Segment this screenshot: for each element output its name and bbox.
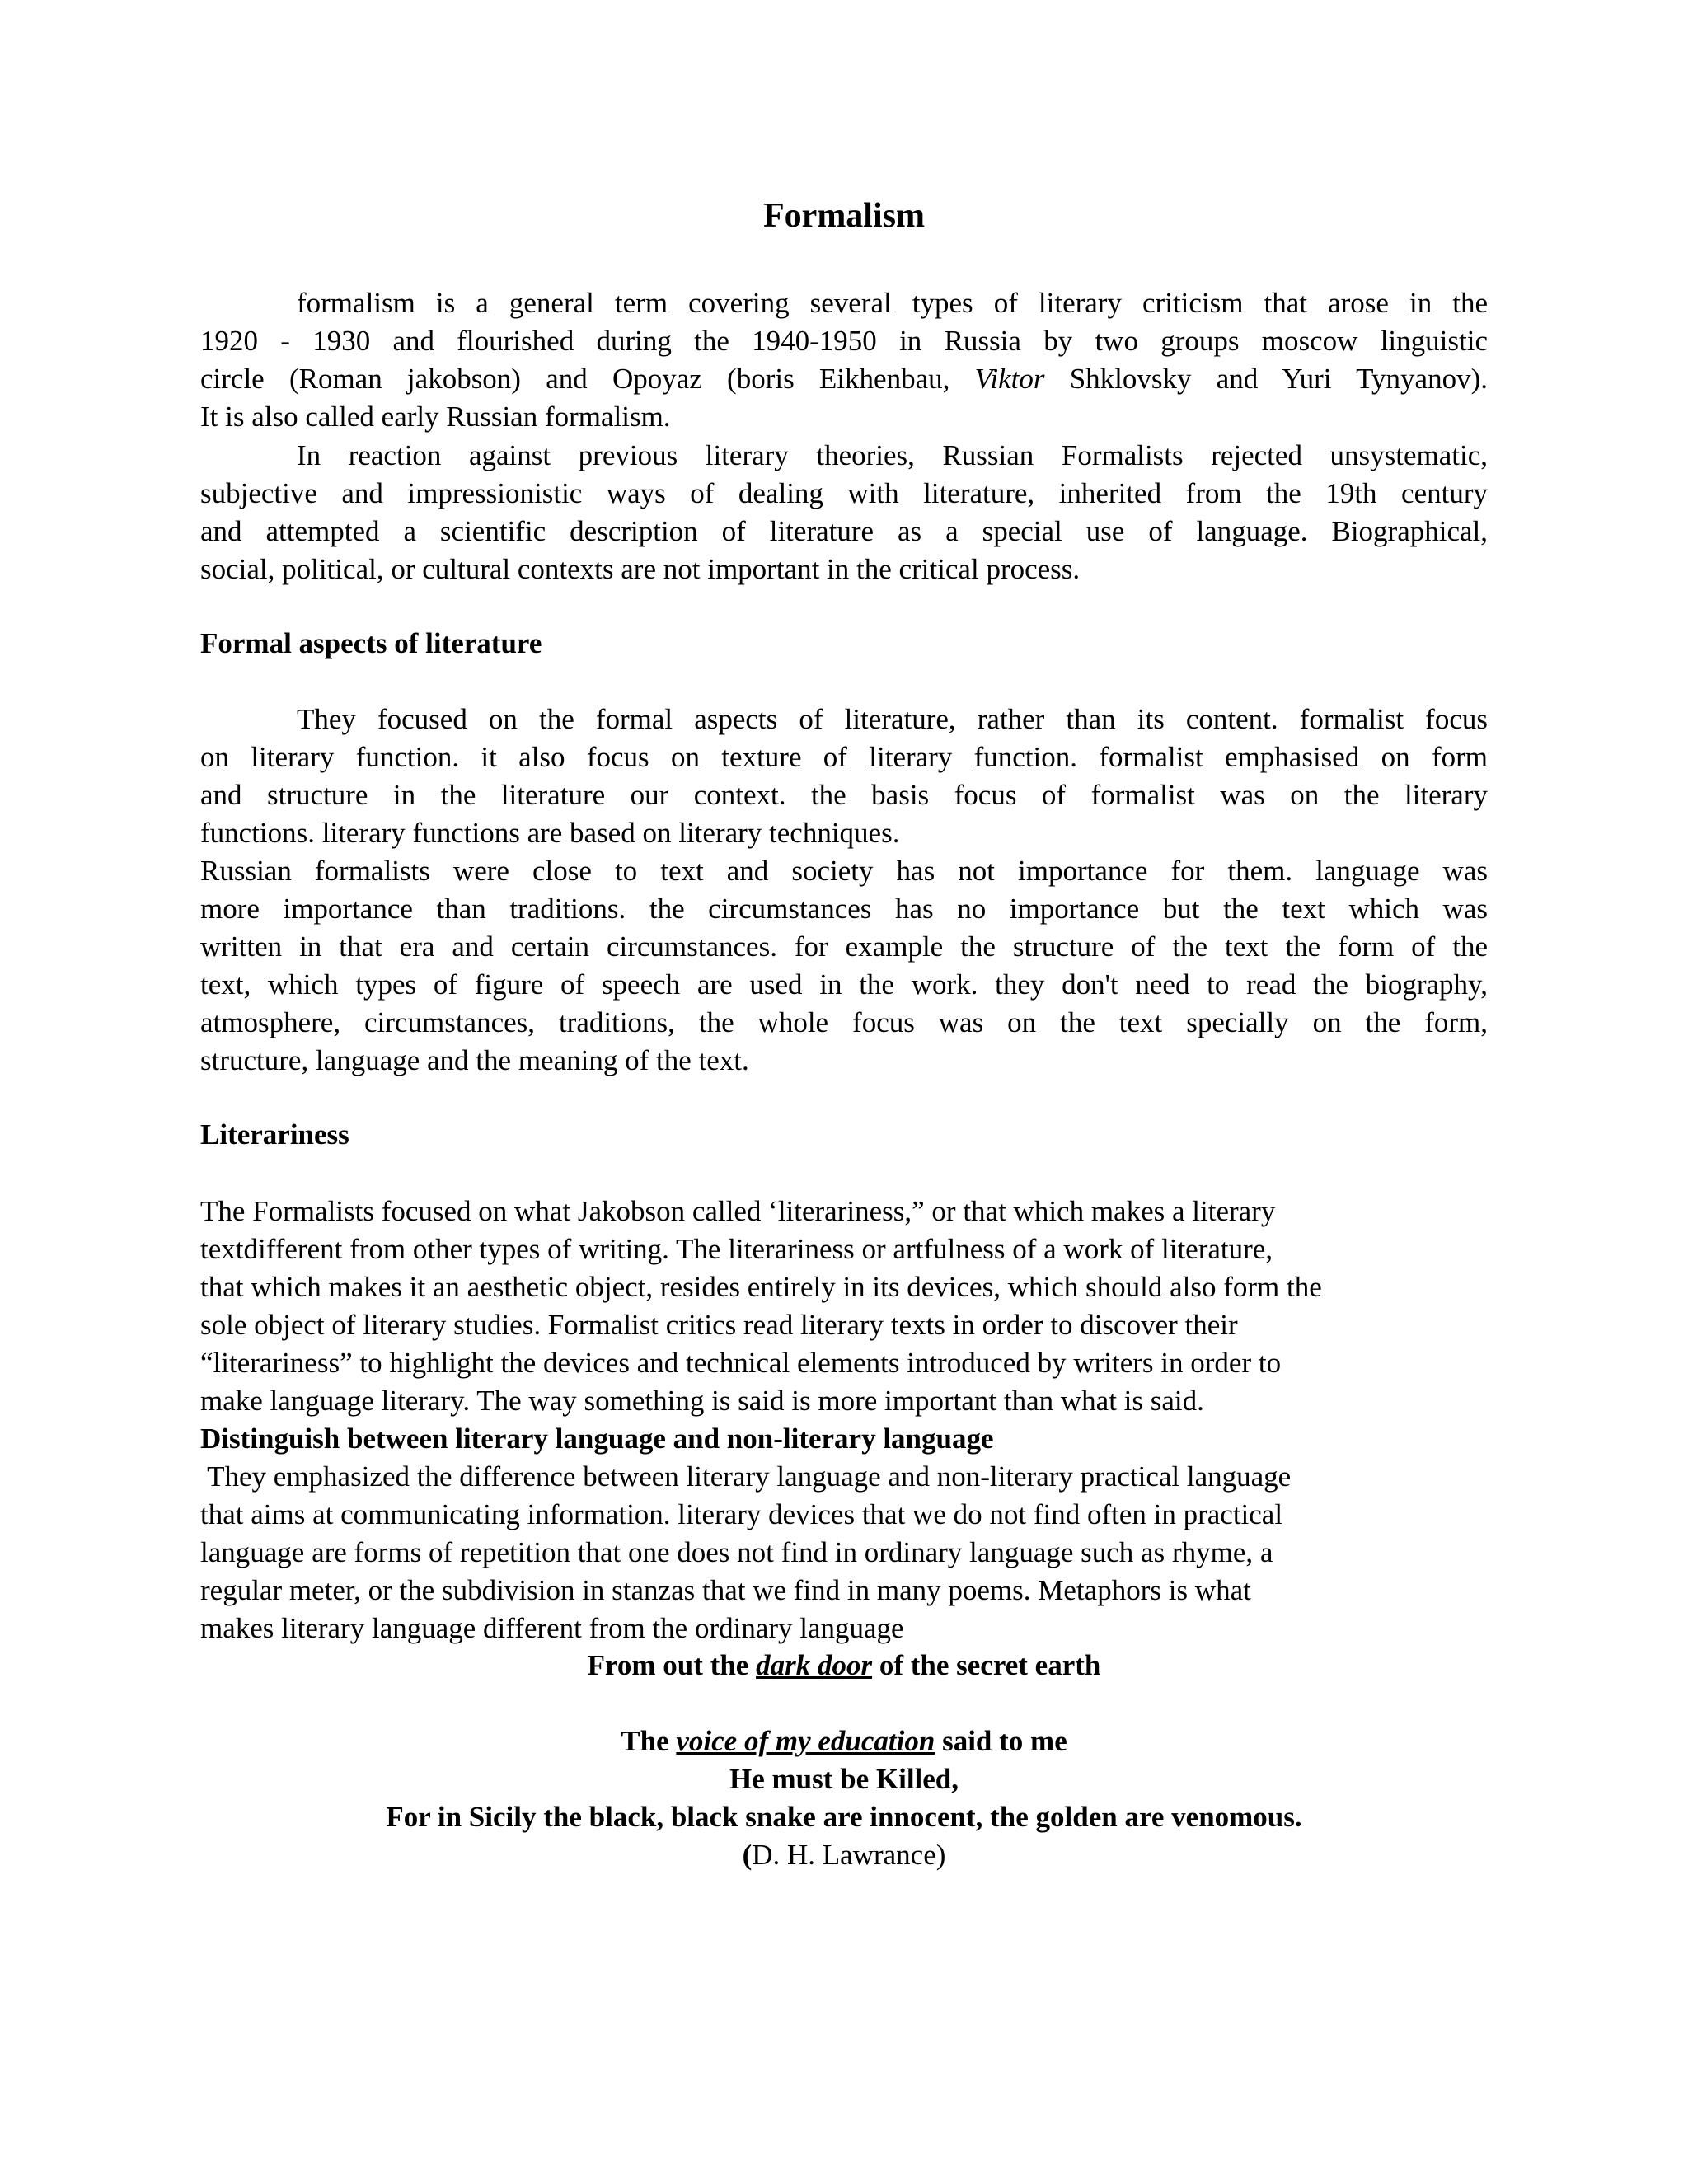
poem-emphasis: voice of my education	[676, 1725, 935, 1757]
text-line: They emphasized the difference between literary language and non-literary practical language	[200, 1460, 1292, 1493]
text-line: textdifferent from other types of writing. The literariness or artfulness of a work of literature,	[200, 1233, 1273, 1265]
page-title: Formalism	[763, 197, 925, 235]
credit-author: D. H. Lawrance)	[752, 1839, 946, 1871]
poem-text: The	[621, 1725, 677, 1757]
text-line: “literariness” to highlight the devices and technical elements introduced by writers in order to	[200, 1347, 1282, 1379]
text-line: The Formalists focused on what Jakobson called ‘literariness,” or that which makes a literary	[200, 1195, 1276, 1227]
text-line: functions. literary functions are based on literary techniques.	[200, 817, 900, 849]
text-line: written in that era and certain circumstances. for example the structure of the text the form of the	[200, 930, 1488, 963]
poem-line-4: For in Sicily the black, black snake are innocent, the golden are venomous.	[386, 1801, 1302, 1833]
text-line	[200, 360, 1488, 398]
text-line: Russian formalists were close to text and society has not importance for them. language was	[200, 855, 1488, 887]
text-line: make language literary. The way something is said is more important than what is said.	[200, 1385, 1204, 1417]
text-line: It is also called early Russian formalism.	[200, 401, 671, 433]
formal-aspects-paragraph-2	[200, 852, 1488, 1080]
section-heading-literariness: Literariness	[200, 1118, 349, 1151]
text-line: structure, language and the meaning of the text.	[200, 1044, 749, 1076]
text-line: makes literary language different from the ordinary language	[200, 1612, 904, 1644]
text-line: atmosphere, circumstances, traditions, the whole focus was on the text specially on the form,	[200, 1006, 1488, 1038]
text-line: formalism is a general term covering several types of literary criticism that arose in the	[297, 287, 1488, 319]
text-line: sole object of literary studies. Formalist critics read literary texts in order to discover their	[200, 1309, 1238, 1341]
text-line: subjective and impressionistic ways of dealing with literature, inherited from the 19th century	[200, 477, 1488, 509]
credit-paren: (	[742, 1839, 753, 1871]
poem-text: of the secret earth	[872, 1649, 1101, 1681]
text-line: language are forms of repetition that one does not find in ordinary language such as rhyme, a	[200, 1536, 1273, 1568]
text-line: and structure in the literature our context. the basis focus of formalist was on the literary	[200, 779, 1488, 811]
text-line: and attempted a scientific description of literature as a special use of language. Biographical,	[200, 515, 1488, 547]
intro-paragraph-1	[200, 284, 1488, 436]
text-line: regular meter, or the subdivision in stanzas that we find in many poems. Metaphors is what	[200, 1574, 1251, 1606]
poem-line-1	[0, 1647, 1688, 1685]
text-line: on literary function. it also focus on texture of literary function. formalist emphasised on form	[200, 741, 1488, 773]
poem-text: From out the	[587, 1649, 757, 1681]
poem-line-2	[0, 1722, 1688, 1760]
poem-text: said to me	[935, 1725, 1067, 1757]
italic-text: Viktor	[974, 363, 1045, 395]
intro-paragraph-2	[200, 437, 1488, 588]
text-line: that which makes it an aesthetic object, resides entirely in its devices, which should also form the	[200, 1271, 1322, 1303]
poem-line-3: He must be Killed,	[729, 1763, 959, 1795]
text-span: Shklovsky and Yuri Tynyanov).	[1044, 363, 1488, 395]
section-heading-formal-aspects: Formal aspects of literature	[200, 627, 542, 659]
text-line: that aims at communicating information. literary devices that we do not find often in practical	[200, 1498, 1283, 1530]
poem-credit	[0, 1836, 1688, 1874]
text-line: They focused on the formal aspects of literature, rather than its content. formalist focus	[297, 703, 1488, 735]
text-line: text, which types of figure of speech are used in the work. they don't need to read the biography,	[200, 968, 1488, 1001]
poem-emphasis: dark door	[756, 1649, 873, 1681]
text-line: more importance than traditions. the circumstances has no importance but the text which was	[200, 893, 1488, 925]
distinguish-paragraph	[200, 1458, 1420, 1647]
text-line: In reaction against previous literary theories, Russian Formalists rejected unsystematic,	[297, 439, 1488, 471]
text-line: social, political, or cultural contexts are not important in the critical process.	[200, 553, 1081, 585]
text-span: circle (Roman jakobson) and Opoyaz (boris Eikhenbau,	[200, 363, 975, 395]
text-line: 1920 - 1930 and flourished during the 1940-1950 in Russia by two groups moscow linguistic	[200, 325, 1488, 357]
section-heading-distinguish: Distinguish between literary language and non-literary language	[200, 1422, 994, 1455]
formal-aspects-paragraph-1	[200, 701, 1488, 852]
literariness-paragraph	[200, 1193, 1420, 1420]
